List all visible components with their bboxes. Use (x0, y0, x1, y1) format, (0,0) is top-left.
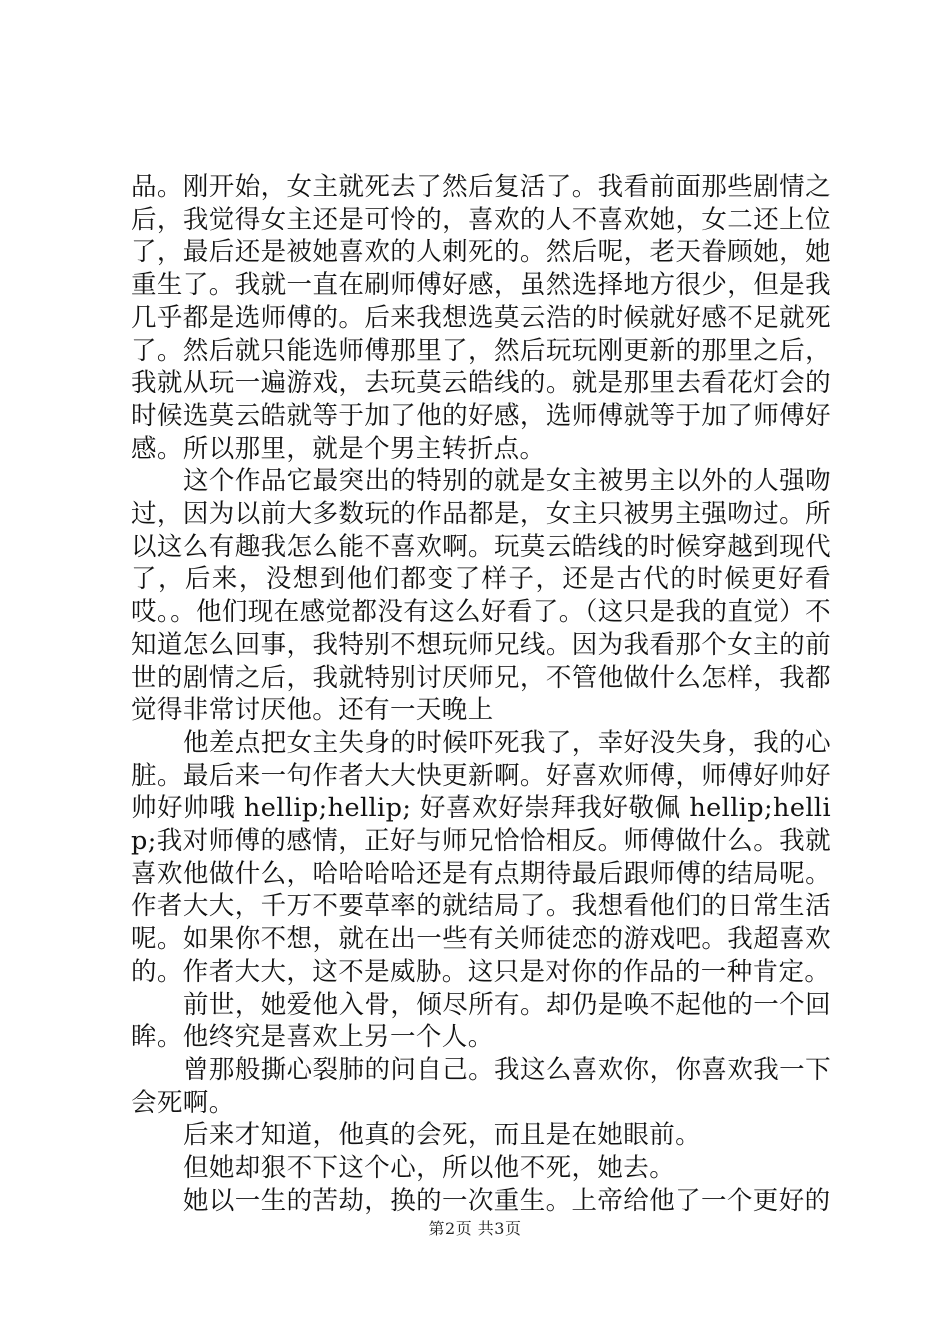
paragraph-3: 他差点把女主失身的时候吓死我了，幸好没失身，我的心脏。最后来一句作者大大快更新啊。好喜欢师傅，师傅好帅好帅好帅哦 hellip;hellip; 好喜欢好崇拜我好敬佩 hellip;hellip;我对师傅的感情，正好与师兄恰恰相反。师傅做什么。我就喜欢他做什么，哈哈哈哈还是有点期待最后跟师傅的结局呢。作者大大，千万不要草率的就结局了。我想看他们的日常生活呢。如果你不想，就在出一些有关师徒恋的游戏吧。我超喜欢的。作者大大，这不是威胁。这只是对你的作品的一种肯定。 (131, 727, 831, 987)
paragraph-5: 曾那般撕心裂肺的问自己。我这么喜欢你，你喜欢我一下会死啊。 (131, 1054, 831, 1118)
paragraph-2: 这个作品它最突出的特别的就是女主被男主以外的人强吻过，因为以前大多数玩的作品都是，女主只被男主强吻过。所以这么有趣我怎么能不喜欢啊。玩莫云皓线的时候穿越到现代了，后来，没想到他们都变了样子，还是古代的时候更好看哎。。他们现在感觉都没有这么好看了。（这只是我的直觉）不知道怎么回事，我特别不想玩师兄线。因为我看那个女主的前世的剧情之后，我就特别讨厌师兄，不管他做什么怎样，我都觉得非常讨厌他。还有一天晚上 (131, 466, 831, 726)
paragraph-4: 前世，她爱他入骨，倾尽所有。却仍是唤不起他的一个回眸。他终究是喜欢上另一个人。 (131, 989, 831, 1053)
paragraph-1: 品。刚开始，女主就死去了然后复活了。我看前面那些剧情之后，我觉得女主还是可怜的，喜欢的人不喜欢她，女二还上位了，最后还是被她喜欢的人刺死的。然后呢，老天眷顾她，她重生了。我就一直在刷师傅好感，虽然选择地方很少，但是我几乎都是选师傅的。后来我想选莫云浩的时候就好感不足就死了。然后就只能选师傅那里了，然后玩玩刚更新的那里之后，我就从玩一遍游戏，去玩莫云皓线的。就是那里去看花灯会的时候选莫云皓就等于加了他的好感，选师傅就等于加了师傅好感。所以那里，就是个男主转折点。 (131, 172, 831, 464)
document-body (131, 171, 831, 1218)
paragraph-8: 她以一生的苦劫，换的一次重生。上帝给他了一个更好的 (183, 1185, 831, 1216)
paragraph-7: 但她却狠不下这个心，所以他不死，她去。 (183, 1153, 676, 1184)
paragraph-6: 后来才知道，他真的会死，而且是在她眼前。 (183, 1120, 702, 1151)
page-number-footer: 第2页 共3页 (428, 1219, 522, 1238)
